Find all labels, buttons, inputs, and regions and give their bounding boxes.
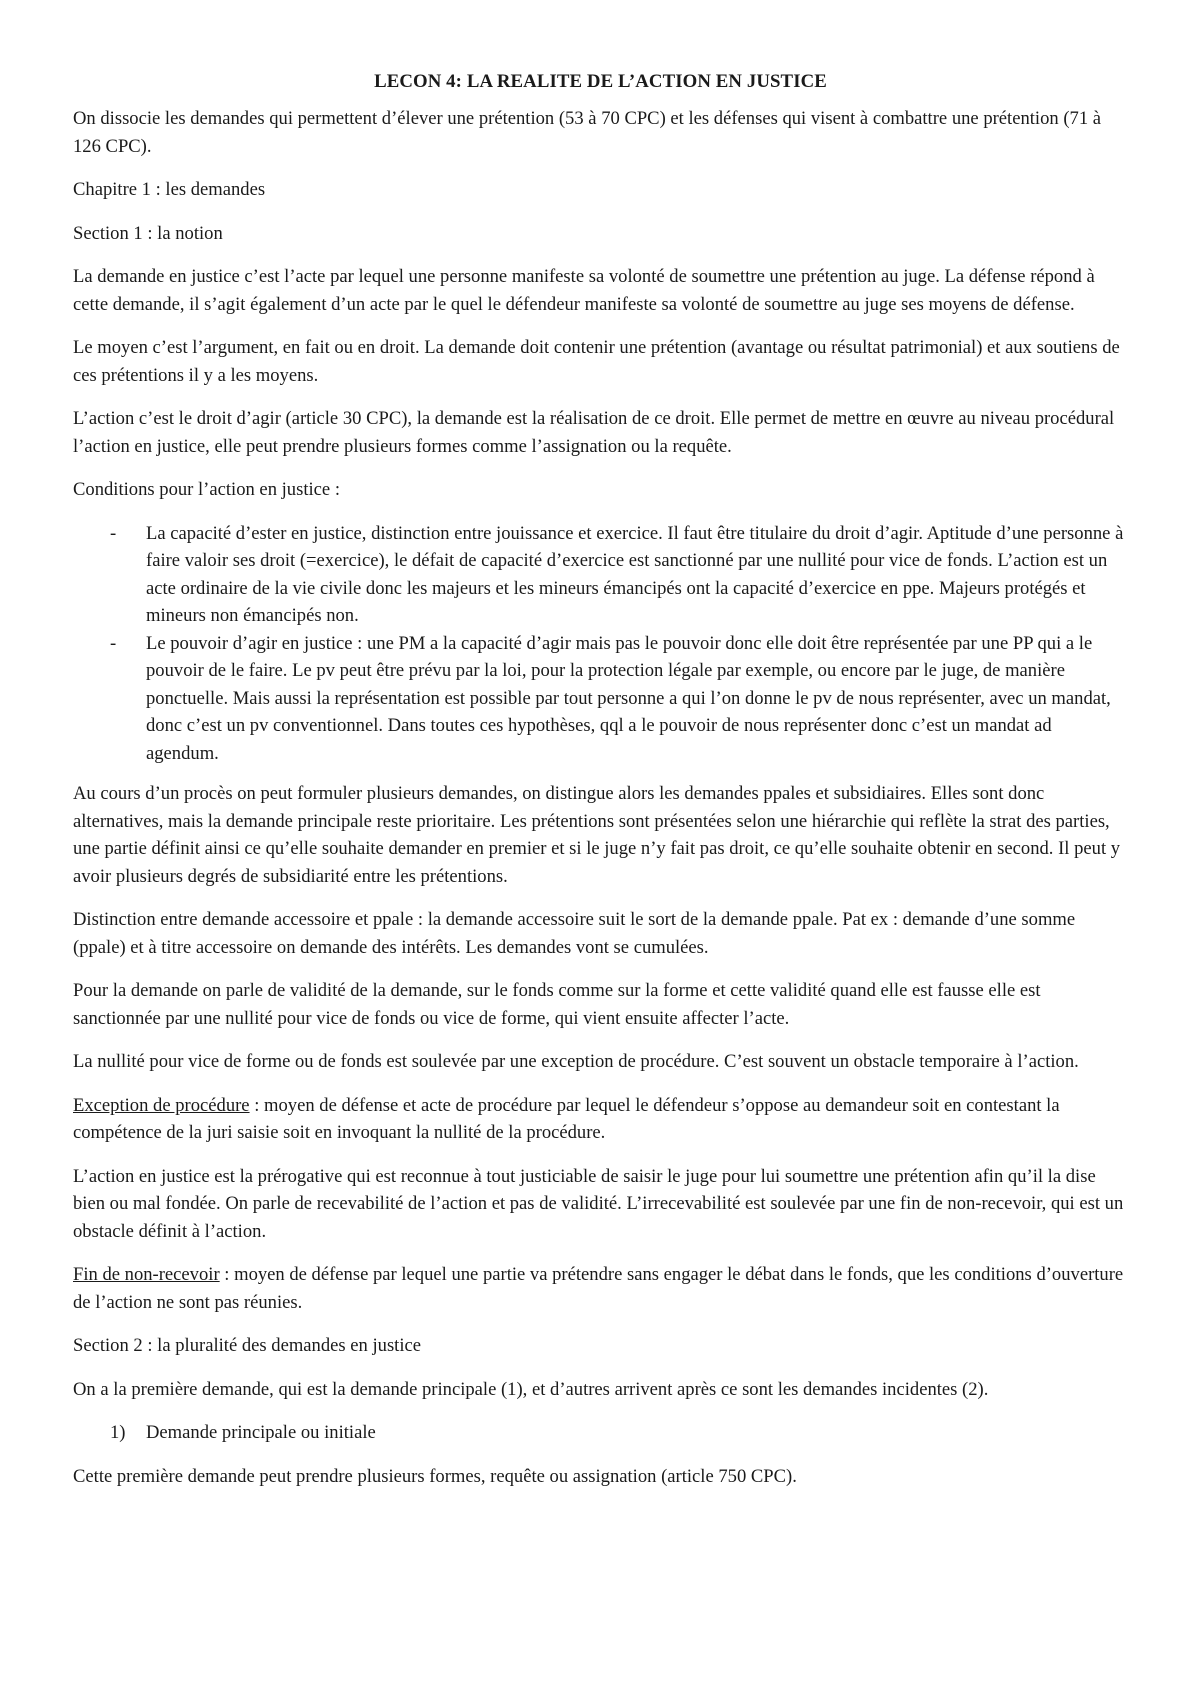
list-number: 1) bbox=[110, 1422, 126, 1443]
list-item-text: Le pouvoir d’agir en justice : une PM a la capacité d’agir mais pas le pouvoir donc elle doit être représentée par une PP qui a le pouvoir de le faire. Le pv peut être prévu par la loi, pour la protection légale par exemple, ou encore par le juge, de manière ponctuelle. Mais aussi la représentation est possible par tout personne a qui l’on donne le pv de nous représenter, avec un mandat, donc c’est un pv conventionnel. Dans toutes ces hypothèses, qql a le pouvoir de nous représenter donc c’est un mandat ad agendum. bbox=[146, 632, 1111, 764]
list-item bbox=[73, 630, 1128, 768]
paragraph: La demande en justice c’est l’acte par lequel une personne manifeste sa volonté de soumettre une prétention au juge. La défense répond à cette demande, il s’agit également d’un acte par le quel le défendeur manifeste sa volonté de soumettre au juge ses moyens de défense. bbox=[73, 266, 1095, 315]
bullet-dash: - bbox=[110, 522, 117, 544]
definition-paragraph bbox=[73, 1092, 1128, 1147]
document-title: LECON 4: LA REALITE DE L’ACTION EN JUSTICE bbox=[374, 71, 827, 92]
intro-paragraph: On dissocie les demandes qui permettent d’élever une prétention (53 à 70 CPC) et les défenses qui visent à combattre une prétention (71 à 126 CPC). bbox=[73, 108, 1102, 157]
list-item bbox=[73, 520, 1128, 630]
defined-term: Fin de non-recevoir bbox=[73, 1264, 220, 1285]
section-heading: Section 1 : la notion bbox=[73, 222, 223, 244]
paragraph: Distinction entre demande accessoire et ppale : la demande accessoire suit le sort de la demande ppale. Pat ex : demande d’une somme (ppale) et à titre accessoire on demande des intérêts. Les demandes vont se cumulées. bbox=[73, 909, 1076, 958]
list-item bbox=[73, 1419, 1128, 1447]
paragraph: L’action c’est le droit d’agir (article 30 CPC), la demande est la réalisation de ce droit. Elle permet de mettre en œuvre au niveau procédural l’action en justice, elle peut prendre plusieurs formes comme l’assignation ou la requête. bbox=[73, 408, 1115, 457]
section-heading: Section 2 : la pluralité des demandes en justice bbox=[73, 1335, 422, 1356]
bullet-dash: - bbox=[110, 632, 117, 654]
paragraph: Cette première demande peut prendre plusieurs formes, requête ou assignation (article 750 CPC). bbox=[73, 1465, 797, 1487]
definition-paragraph bbox=[73, 1261, 1128, 1316]
paragraph: L’action en justice est la prérogative qui est reconnue à tout justiciable de saisir le juge pour lui soumettre une prétention afin qu’il la dise bien ou mal fondée. On parle de recevabilité de l’action et pas de validité. L’irrecevabilité est soulevée par une fin de non-recevoir, qui est un obstacle définit à l’action. bbox=[73, 1165, 1124, 1242]
definition-text: : moyen de défense par lequel une partie va prétendre sans engager le débat dans le fonds, que les conditions d’ouverture de l’action ne sont pas réunies. bbox=[73, 1264, 1124, 1313]
paragraph: Le moyen c’est l’argument, en fait ou en droit. La demande doit contenir une prétention (avantage ou résultat patrimonial) et aux soutiens de ces prétentions il y a les moyens. bbox=[73, 337, 1120, 386]
paragraph: Au cours d’un procès on peut formuler plusieurs demandes, on distingue alors les demandes ppales et subsidiaires. Elles sont donc alternatives, mais la demande principale reste prioritaire. Les prétentions sont présentées selon une hiérarchie qui reflète la strat des parties, une partie définit ainsi ce qu’elle souhaite demander en premier et si le juge n’y fait pas droit, ce qu’elle souhaite obtenir en second. Il peut y avoir plusieurs degrés de subsidiarité entre les prétentions. bbox=[73, 783, 1121, 887]
list-item-text: Demande principale ou initiale bbox=[146, 1422, 376, 1443]
paragraph: On a la première demande, qui est la demande principale (1), et d’autres arrivent après ce sont les demandes incidentes (2). bbox=[73, 1378, 989, 1400]
list-item-text: La capacité d’ester en justice, distinction entre jouissance et exercice. Il faut être titulaire du droit d’agir. Aptitude d’une personne à faire valoir ses droit (=exercice), le défait de capacité d’exercice est sanctionné par une nullité pour vice de fonds. L’action est un acte ordinaire de la vie civile donc les majeurs et les mineurs émancipés ont la capacité d’exercice en ppe. Majeurs protégés et mineurs non émancipés non. bbox=[146, 522, 1124, 626]
conditions-list bbox=[73, 520, 1128, 768]
chapter-heading: Chapitre 1 : les demandes bbox=[73, 179, 266, 200]
paragraph: Pour la demande on parle de validité de la demande, sur le fonds comme sur la forme et cette validité quand elle est fausse elle est sanctionnée par une nullité pour vice de fonds ou vice de forme, qui vient ensuite affecter l’acte. bbox=[73, 980, 1041, 1029]
definition-text: : moyen de défense et acte de procédure par lequel le défendeur s’oppose au demandeur soit en contestant la compétence de la juri saisie soit en invoquant la nullité de la procédure. bbox=[73, 1094, 1060, 1143]
numbered-list bbox=[73, 1419, 1128, 1447]
defined-term: Exception de procédure bbox=[73, 1094, 250, 1116]
paragraph: Conditions pour l’action en justice : bbox=[73, 479, 340, 500]
paragraph: La nullité pour vice de forme ou de fonds est soulevée par une exception de procédure. C’est souvent un obstacle temporaire à l’action. bbox=[73, 1051, 1079, 1072]
